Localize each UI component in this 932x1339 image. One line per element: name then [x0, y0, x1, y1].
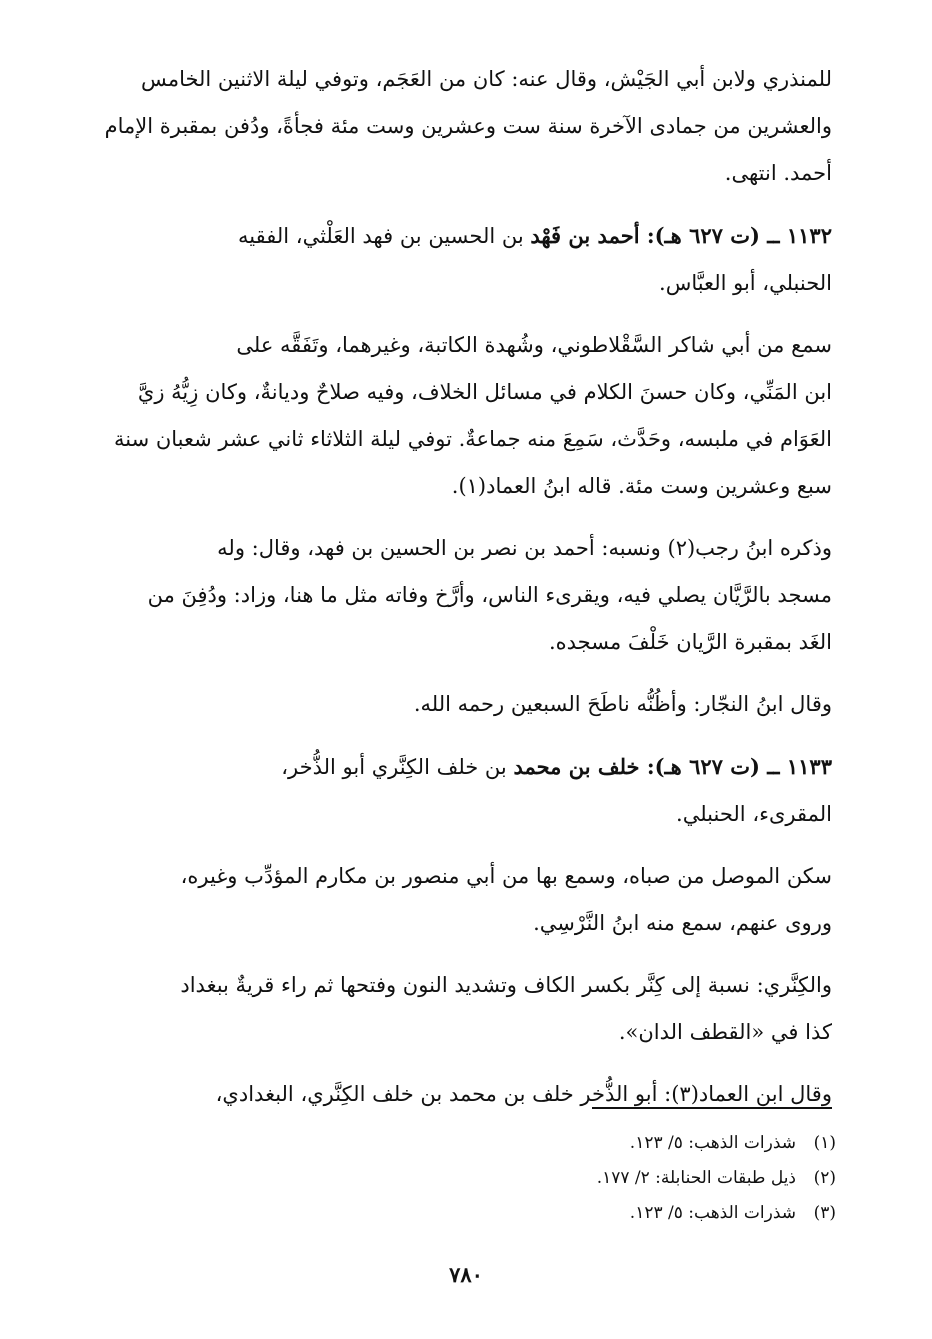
footnote-item — [300, 1161, 836, 1196]
text-line: المقرىء، الحنبلي. — [676, 802, 832, 826]
text-paragraph — [78, 853, 832, 947]
text-line: وقال ابنُ النجّار: وأظُنُّه ناطَحَ السبعين رحمه الله. — [413, 692, 832, 716]
footnote-number: (١) — [813, 1133, 836, 1153]
text-line: ابن المَنِّي، وكان حسنَ الكلام في مسائل الخلاف، وفيه صلاحٌ وديانةٌ، وكان زِيُّهُ زيَّ — [137, 380, 832, 404]
footnote-text: شذرات الذهب: ٥/ ١٢٣. — [629, 1203, 796, 1223]
text-paragraph — [78, 681, 832, 728]
text-line: وقال ابن العماد(٣): أبو الذُّخر خلف بن محمد بن خلف الكِنَّري، البغدادي، — [215, 1082, 832, 1106]
text-paragraph — [78, 322, 832, 510]
footnote-number: (٣) — [813, 1203, 836, 1223]
footnote-item — [300, 1126, 836, 1161]
text-line: سكن الموصل من صباه، وسمع بها من أبي منصور بن مكارم المؤدِّب وغيره، — [180, 864, 832, 888]
footnote-item — [300, 1196, 836, 1231]
entry-heading-paragraph — [78, 212, 832, 307]
text-line: أحمد. انتهى. — [724, 161, 832, 185]
entry-heading-paragraph — [78, 743, 832, 838]
text-paragraph — [78, 962, 832, 1056]
entry-heading-rest: بن خلف الكِنَّري أبو الذُّخر، — [281, 755, 514, 779]
text-line: وذكره ابنُ رجب(٢) ونسبه: أحمد بن نصر بن الحسين بن فهد، وقال: وله — [217, 536, 832, 560]
text-paragraph — [78, 56, 832, 197]
text-line — [78, 212, 832, 260]
text-paragraph — [78, 525, 832, 666]
page-number: ٧٨٠ — [449, 1262, 483, 1287]
main-text — [78, 56, 832, 1133]
footnote-text: ذيل طبقات الحنابلة: ٢/ ١٧٧. — [596, 1168, 796, 1188]
text-line: الحنبلي، أبو العبَّاس. — [659, 271, 832, 295]
text-line: والكِنَّري: نسبة إلى كِنَّر بكسر الكاف وتشديد النون وفتحها ثم راء قريةٌ ببغداد — [180, 973, 832, 997]
text-line: الغَد بمقبرة الرَّيان خَلْفَ مسجده. — [548, 630, 832, 654]
text-line: وروى عنهم، سمع منه ابنُ النَّرْسِي. — [533, 911, 832, 935]
entry-heading-rest: بن الحسين بن فهد العَلْثي، الفقيه — [238, 224, 531, 248]
text-line: مسجد بالرَّيَّان يصلي فيه، ويقرىء الناس، وأرَّخ وفاته مثل ما هنا، وزاد: ودُفِنَ من — [147, 583, 832, 607]
footnote-text: شذرات الذهب: ٥/ ١٢٣. — [629, 1133, 796, 1153]
footnote-number: (٢) — [813, 1168, 836, 1188]
footnote-separator — [592, 1107, 832, 1109]
text-line: كذا في «القطف الدان». — [618, 1020, 832, 1044]
entry-heading: ١١٣٢ ــ (ت ٦٢٧ هـ): أحمد بن فَهْد — [530, 223, 832, 248]
text-line: سمع من أبي شاكر السَّقْلاطوني، وشُهدة الكاتبة، وغيرهما، وتَفَقَّه على — [236, 333, 832, 357]
entry-heading: ١١٣٣ ــ (ت ٦٢٧ هـ): خلف بن محمد — [513, 754, 832, 779]
footnotes-list — [300, 1126, 836, 1231]
text-paragraph — [78, 1071, 832, 1118]
text-line — [78, 743, 832, 791]
text-line: للمنذري ولابن أبي الجَيْش، وقال عنه: كان من العَجَم، وتوفي ليلة الاثنين الخامس — [141, 67, 832, 91]
text-line: العَوَام في ملبسه، وحَدَّث، سَمِعَ منه جماعةٌ. توفي ليلة الثلاثاء ثاني عشر شعبان سنة — [113, 427, 832, 451]
text-line: والعشرين من جمادى الآخرة سنة ست وعشرين وست مئة فجأةً، ودُفن بمقبرة الإمام — [104, 114, 832, 138]
text-line: سبع وعشرين وست مئة. قاله ابنُ العماد(١). — [451, 474, 832, 498]
